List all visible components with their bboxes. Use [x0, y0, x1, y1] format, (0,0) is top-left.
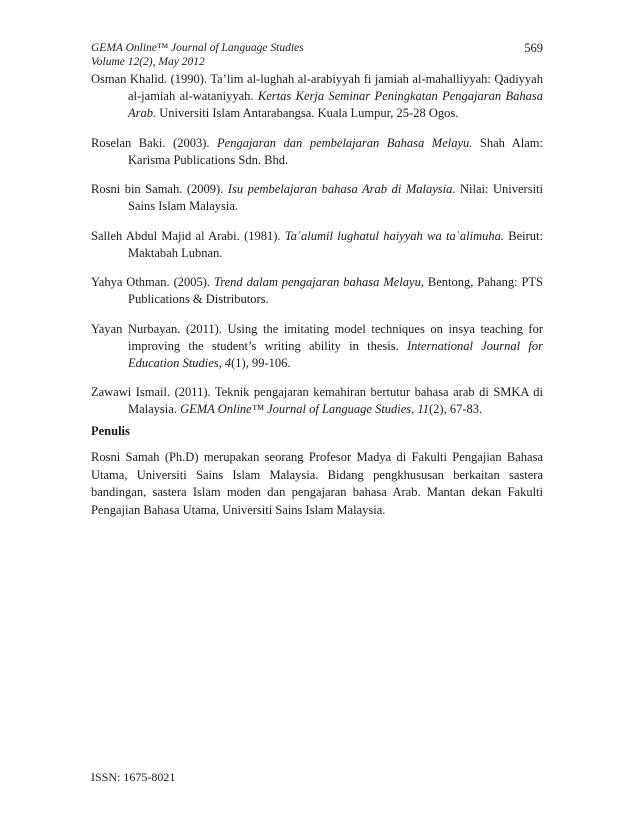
reference-title: International Journal for Education Studies, 4	[128, 338, 543, 370]
section-heading: Penulis	[91, 424, 130, 438]
reference-entry	[91, 181, 543, 215]
reference-entry	[91, 384, 543, 418]
reference-entry	[91, 274, 543, 308]
reference-text: Shah Alam: Karisma Publications Sdn. Bhd.	[128, 135, 543, 167]
reference-text: , Bentong, Pahang: PTS Publications & Distributors.	[128, 275, 543, 306]
reference-entry	[91, 135, 543, 169]
reference-title: Trend dalam pengajaran bahasa Melayu	[213, 275, 421, 289]
page-number: 569	[524, 41, 543, 55]
reference-volume: 11	[417, 402, 430, 416]
issn-footer: ISSN: 1675-8021	[91, 770, 176, 784]
journal-title: GEMA Online™ Journal of Language Studies	[91, 42, 304, 54]
reference-title: Taʿalumil lughatul haiyyah wa taʿalimuha.	[284, 228, 504, 243]
running-header	[91, 41, 543, 69]
reference-text: Zawawi Ismail. (2011). Teknik pengajaran kemahiran bertutur bahasa arab di SMKA di Malaysia.	[91, 385, 543, 416]
reference-title: Kertas Kerja Seminar Peningkatan Pengajaran Bahasa Arab.	[128, 89, 544, 120]
reference-text: . Nilai: Universiti Sains Islam Malaysia.	[128, 182, 544, 213]
reference-text: Salleh Abdul Majid al Arabi. (1981).	[91, 228, 285, 243]
reference-text: Yayan Nurbayan. (2011). Using the imitating model techniques on insya teaching for improving the student’s writing ability in thesis.	[91, 321, 543, 353]
reference-title: Pengajaran dan pembelajaran Bahasa Melayu.	[217, 135, 473, 150]
reference-text: Osman Khalid. (1990). Ta’lim al-lughah al-arabiyyah fi jamiah al-mahalliyyah: Qadiyyah al-jamiah al-wataniyyah.	[91, 72, 543, 103]
reference-title: GEMA Online™ Journal of Language Studies	[180, 402, 412, 416]
reference-text: Universiti Islam Antarabangsa. Kuala Lumpur, 25-28 Ogos.	[156, 106, 459, 120]
reference-title: Isu pembelajaran bahasa Arab di Malaysia	[227, 182, 453, 196]
reference-entry	[91, 228, 543, 262]
reference-text: (1), 99-106.	[231, 355, 291, 370]
reference-text: Rosni bin Samah. (2009).	[91, 182, 228, 196]
reference-text: (2), 67-83.	[429, 402, 483, 416]
reference-text: Roselan Baki. (2003).	[91, 135, 218, 150]
journal-volume: Volume 12(2), May 2012	[91, 56, 205, 68]
reference-list	[91, 71, 543, 431]
reference-entry	[91, 71, 543, 122]
reference-entry	[91, 321, 543, 372]
reference-text: ,	[411, 402, 418, 416]
reference-text: Beirut: Maktabah Lubnan.	[128, 228, 543, 260]
reference-text: Yahya Othman. (2005).	[91, 275, 214, 289]
author-bio: Rosni Samah (Ph.D) merupakan seorang Profesor Madya di Fakulti Pengajian Bahasa Utama, Universiti Sains Islam Malaysia. Bidang pengkhususan berkaitan sastera bandingan, sastera Islam moden dan pengajaran bahasa Arab. Mantan dekan Fakulti Pengajian Bahasa Utama, Universiti Sains Islam Malaysia.	[91, 450, 543, 517]
